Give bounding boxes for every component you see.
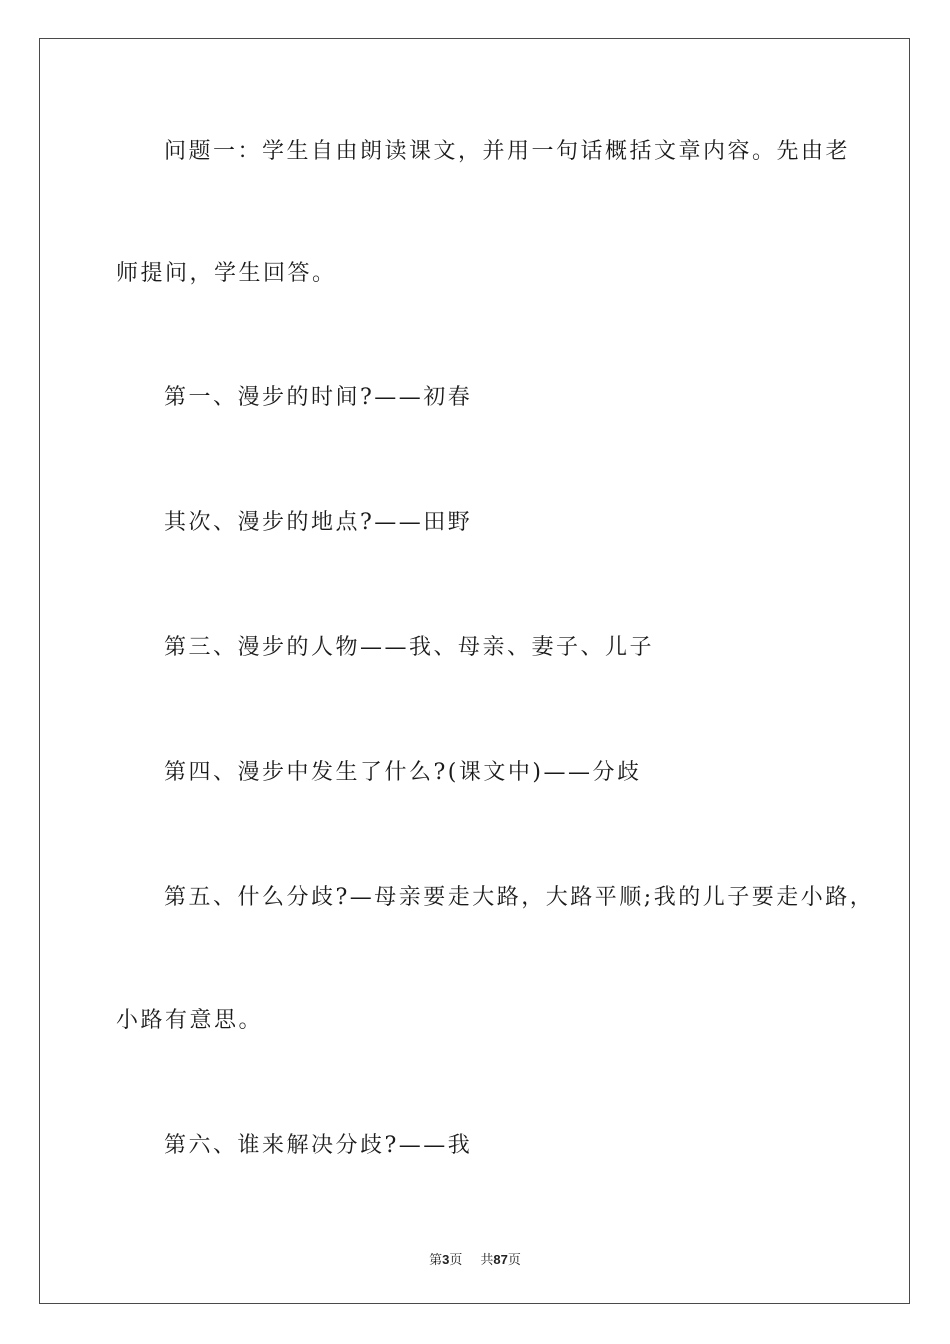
paragraph-line: 小路有意思。 [116,1008,264,1033]
paragraph-line: 第四、漫步中发生了什么?(课文中)——分歧 [164,760,642,785]
paragraph-line: 第六、谁来解决分歧?——我 [164,1133,473,1158]
footer-total-prefix: 共 [480,1253,494,1268]
footer-total-pages: 87 [493,1252,508,1267]
paragraph-line: 第五、什么分歧?—母亲要走大路，大路平顺;我的儿子要走小路， [164,885,875,910]
footer-page-suffix: 页 [449,1253,463,1268]
footer-page-prefix: 第 [429,1253,443,1268]
footer-page-number: 3 [442,1252,450,1267]
paragraph-line: 第三、漫步的人物——我、母亲、妻子、儿子 [164,635,655,660]
paragraph-line: 问题一：学生自由朗读课文，并用一句话概括文章内容。先由老 [164,139,851,164]
page-footer [0,1249,950,1268]
paragraph-line: 师提问，学生回答。 [116,261,337,286]
paragraph-line: 其次、漫步的地点?——田野 [164,510,473,535]
paragraph-line: 第一、漫步的时间?——初春 [164,385,473,410]
page-border [39,38,910,1304]
footer-total-suffix: 页 [507,1253,521,1268]
